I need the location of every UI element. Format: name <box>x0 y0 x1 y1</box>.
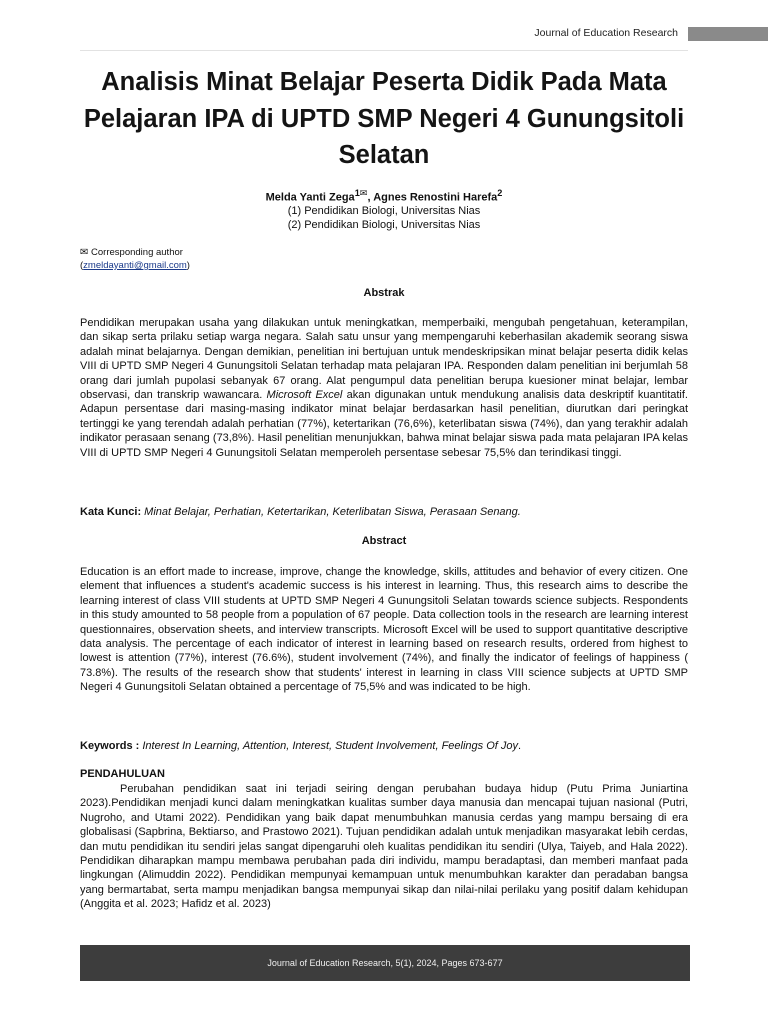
keywords-values: Interest In Learning, Attention, Interest, Student Involvement, Feelings Of Joy <box>139 740 518 752</box>
keywords-line: Keywords : Interest In Learning, Attention, Interest, Student Involvement, Feelings Of Joy. <box>80 740 522 752</box>
author-2-superscript: 2 <box>497 188 503 198</box>
keywords-label: Keywords : <box>80 740 140 752</box>
author-separator: , <box>367 191 374 204</box>
affiliation-1: (1) Pendidikan Biologi, Universitas Nias <box>287 205 481 217</box>
author-line <box>80 188 688 204</box>
pendahuluan-paragraph: Perubahan pendidikan saat ini terjadi seiring dengan perubahan budaya hidup (Putu Prima Juniartina 2023).Pendidikan menjadi kunci dalam meningkatkan kualitas sumber daya manusia dan mencapai tujuan nasional (Putri, Nugroho, and Utami 2022). Pendidikan yang baik dapat menumbuhkan manusia cerdas yang mampu bersaing di era globalisasi (Sapbrina, Bektiarso, and Prastowo 2021). Tujuan pendidikan adalah untuk menjadikan masyarakat lebih cerdas, dan mutu pendidikan itu sendiri jelas sangat dipengaruhi oleh kualitas pendidikan itu sendiri (Ulya, Taiyeb, and Hala 2022). Pendidikan diharapkan mampu membawa perubahan pada diri individu, mampu beradaptasi, dan memberi manfaat pada lingkungan (Alimuddin 2022). Pendidikan mempunyai kemampuan untuk menumbuhkan karakter dan peradaban bangsa yang bermartabat, serta mampu menjadikan bangsa mempunyai sikap dan nilai-nilai perilaku yang positif dalam kehidupan (Anggita et al. 2023; Hafidz et al. 2023) <box>80 783 688 911</box>
page-footer <box>80 945 690 981</box>
corresponding-author-block: ✉ Corresponding author (zmeldayanti@gmail.com) <box>80 247 190 271</box>
kata-kunci-label: Kata Kunci: <box>80 506 142 518</box>
journal-header-name: Journal of Education Research <box>534 27 678 39</box>
mail-icon: ✉ <box>80 247 89 258</box>
footer-citation: Journal of Education Research, 5(1), 2024, Pages 673-677 <box>267 958 503 968</box>
corresponding-author-label: Corresponding author <box>91 247 183 258</box>
author-1-superscript: 1✉ <box>354 188 368 198</box>
section-heading-pendahuluan: PENDAHULUAN <box>80 768 165 780</box>
author-1-name: Melda Yanti Zega <box>265 191 355 204</box>
abstract-heading: Abstract <box>361 535 407 547</box>
author-2-name: Agnes Renostini Harefa <box>373 191 498 204</box>
header-divider <box>80 50 688 51</box>
abstract-paragraph: Education is an effort made to increase, improve, change the knowledge, skills, attitudes and behavior of every citizen. One element that influences a student's academic success is his interest in learning. Thus, this research aims to describe the learning interest of class VIII students at UPTD SMP Negeri 4 Gunungsitoli Selatan towards science subjects. Respondents in this study amounted to 58 people from a population of 67 people. Data collection tools in the research are learning interest questionnaires, observation sheets, and interview transcripts. Microsoft Excel will be used to support quantitative descriptive data analysis. The percentage of each indicator of interest in learning based on research results, ordered from highest to lowest is attention (77%), interest (76.6%), student involvement (74%), and finally the indicator of feelings of happiness ( 73.8%). The results of the research show that students' interest in learning in class VIII science subjects at UPTD SMP Negeri 4 Gunungsitoli Selatan obtained a percentage of 75,5% and was indicated to be high. <box>80 566 688 694</box>
abstrak-heading: Abstrak <box>363 287 405 299</box>
abstrak-italic-term: Microsoft Excel <box>266 389 343 402</box>
kata-kunci-values: Minat Belajar, Perhatian, Ketertarikan, Keterlibatan Siswa, Perasaan Senang. <box>141 506 521 518</box>
header-accent-bar <box>688 27 768 41</box>
kata-kunci-line <box>80 505 688 519</box>
affiliation-2: (2) Pendidikan Biologi, Universitas Nias <box>287 219 481 231</box>
envelope-icon: ✉ <box>359 188 368 198</box>
abstrak-paragraph: Pendidikan merupakan usaha yang dilakukan untuk meningkatkan, memperbaiki, mengubah pengetahuan, keterampilan, dan sikap serta prilaku setiap warga negara. Salah satu unsur yang mempengaruhi keberhasilan akademik seorang siswa adalah minat belajarnya. Dengan demikian, penelitian ini bertujuan untuk mendeskripsikan minat belajar peserta didik kelas VIII di UPTD SMP Negeri 4 Gunungsitoli Selatan terhadap mata pelajaran IPA. Responden dalam penelitian ini berjumlah 58 orang dari jumlah pupolasi sebanyak 67 orang. Alat pengumpul data penelitian berupa kuesioner minat belajar, lembar observasi, dan transkrip wawancara. Microsoft Excel akan digunakan untuk mendukung analisis data deskriptif kuantitatif. Adapun persentase dari masing-masing indikator minat belajar berdasarkan hasil penelitian, diurutkan dari peringkat tertinggi ke yang terendah adalah perhatian (77%), ketertarikan (76,6%), keterlibatan siswa (74%), dan yang terakhir adalah indikator perasaan senang (73,8%). Hasil penelitian menunjukkan, bahwa minat belajar siswa pada mata pelajaran IPA kelas VIII di UPTD SMP Negeri 4 Gunungsitoli Selatan memperoleh persentase sebesar 75,5% dan terindikasi tinggi. <box>80 317 688 459</box>
paper-title: Analisis Minat Belajar Peserta Didik Pada Mata Pelajaran IPA di UPTD SMP Negeri 4 Gunungsitoli Selatan <box>83 68 685 169</box>
corresponding-email-link[interactable]: zmeldayanti@gmail.com <box>83 260 187 271</box>
